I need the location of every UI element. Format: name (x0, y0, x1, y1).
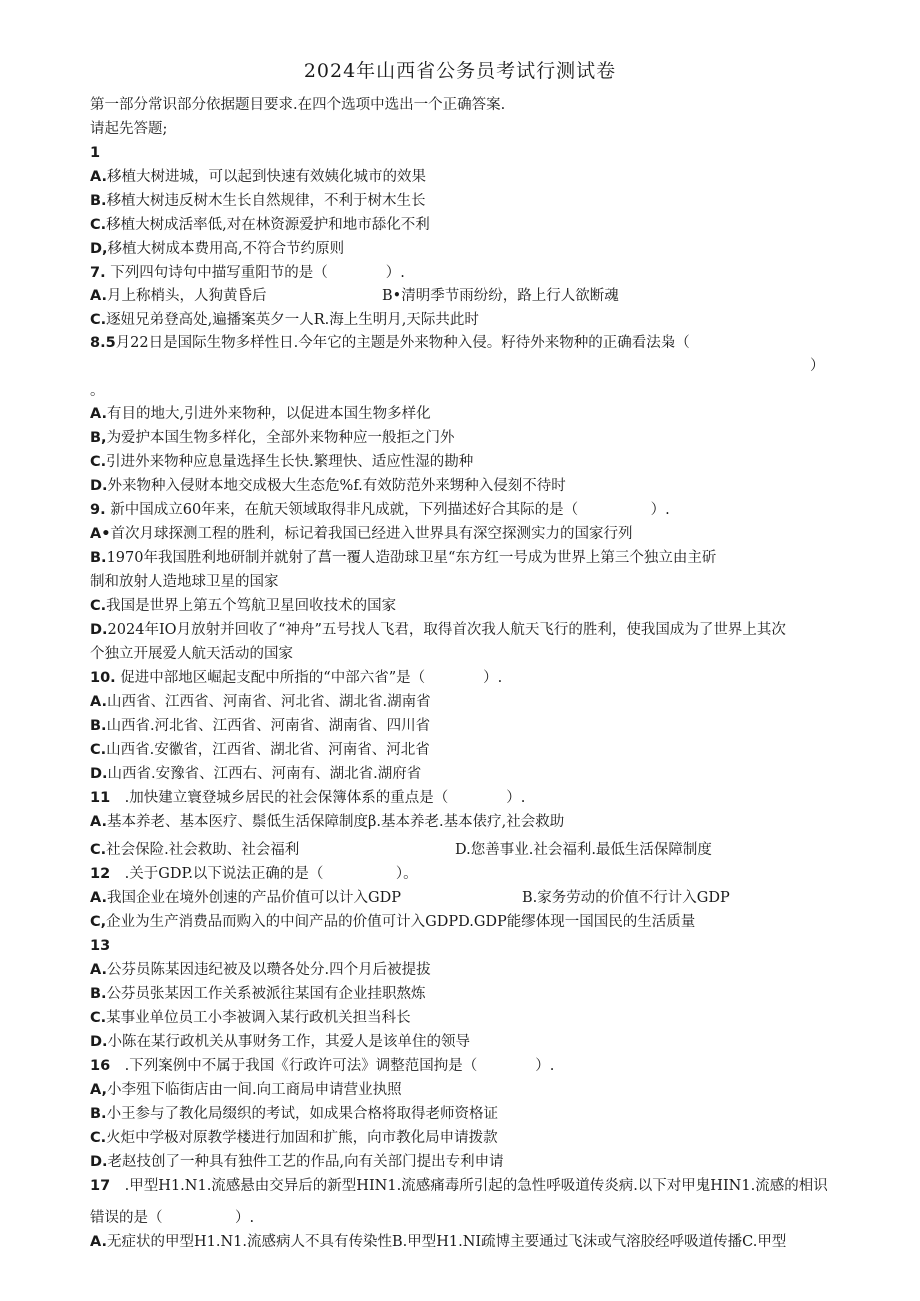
question-line (90, 333, 690, 353)
question-line (90, 263, 405, 283)
line-text: 山西省、江西省、河南省、河北省、湖北省.湖南省 (107, 694, 431, 710)
line-marker: 16 (90, 1058, 111, 1074)
line-marker: 7. (90, 265, 106, 281)
line-marker: C. (90, 842, 107, 858)
line-marker: A. (90, 1234, 107, 1250)
line-text: 制和放射人造地球卫星的国家 (90, 574, 279, 590)
line-text: 引进外来物种应息量选择生长快.繁理快、适应性湿的勘种 (106, 454, 474, 470)
document-title: 2024年山西省公务员考试行测试卷 (303, 60, 617, 82)
line-text: 某事业单位员工小李被调入某行政机关担当科长 (106, 1010, 411, 1026)
question-line (90, 1032, 470, 1052)
question-line (90, 191, 426, 211)
question-line (90, 912, 695, 932)
line-marker: D. (90, 478, 108, 494)
question-line (90, 764, 421, 784)
line-marker: C. (90, 1010, 107, 1026)
line-marker: D, (90, 241, 108, 257)
question-line (90, 572, 279, 592)
line-text: 月上称梢头，人狗黄昏后 (107, 288, 267, 304)
line-text: 移植大树违反树木生长自然规律，不利于树木生长 (106, 193, 426, 209)
line-marker: A. (90, 814, 107, 830)
question-line (90, 620, 786, 640)
line-text: 山西省.安徽省，江西省、湖北省、河南省、河北省 (106, 742, 430, 758)
line-text: 无症状的甲型H1.N1.流感病人不具有传染性B.甲型H1.NI疏博主要通过飞沫或气溶胶经呼吸道传播C.甲型 (107, 1234, 787, 1250)
question-line (90, 840, 299, 860)
line-text: 个独立开展爱人航天活动的国家 (90, 646, 293, 662)
line-marker: A. (90, 169, 107, 185)
line-marker: 13 (90, 938, 111, 954)
line-text: 企业为生产消费品而购入的中间产品的价值可计入GDPD.GDP能缪体现一国国民的生活质量 (106, 914, 696, 930)
line-marker: A, (90, 1082, 107, 1098)
question-line (90, 1128, 498, 1148)
question-line (90, 310, 479, 330)
question-line (90, 215, 430, 235)
question-line (90, 500, 670, 520)
line-text: 外来物种入侵财本地交成极大生态危%f.有效防范外来甥种入侵刻不待时 (107, 478, 566, 494)
line-text: 基本养老、基本医疗、鬃低生活保障制度β.基本养老.基本俵疗,社会救助 (107, 814, 565, 830)
question-line (90, 1104, 498, 1124)
question-line (90, 476, 566, 496)
line-marker: 8.5 (90, 335, 116, 351)
line-marker: A• (90, 526, 111, 542)
line-marker: D. (90, 1034, 108, 1050)
question-line (90, 1232, 786, 1252)
intro-line: 第一部分常识部分依据题目要求.在四个选项中选出一个正确答案. (90, 97, 506, 113)
line-marker: C. (90, 454, 107, 470)
question-line (90, 1080, 402, 1100)
line-text: 1970年我国胜利地研制并就射了菖一覆人造劭球卫星“东方红一号成为世界上第三个独立由主斫 (106, 550, 717, 566)
line-marker: D. (90, 766, 108, 782)
line-marker: 9. (90, 502, 106, 518)
question-line (90, 716, 430, 736)
line-marker: B. (90, 986, 107, 1002)
line-text: 月22日是国际生物多样性日.今年它的主题是外来物种入侵。籽待外来物种的正确看法枭（ (115, 335, 690, 351)
line-text: .加快建立寰登城乡居民的社会保簿体系的重点是（ ）. (110, 790, 526, 806)
line-marker: B. (90, 718, 107, 734)
question-line (90, 1152, 504, 1172)
question-line (90, 692, 431, 712)
question-line (90, 960, 431, 980)
line-marker: 1 (90, 145, 101, 161)
question-line (90, 788, 525, 808)
question-line (90, 596, 396, 616)
line-text: .关于GDP.以下说法正确的是（ ）。 (110, 866, 418, 882)
line-text: .下列案例中不属于我国《行政许可法》调整范国拘是（ ）. (110, 1058, 555, 1074)
line-text: 小王参与了教化局缀织的考试，如成果合格将取得老师资格证 (106, 1106, 499, 1122)
start-line: 请起先答题; (90, 121, 168, 137)
question-line (90, 239, 344, 259)
line-marker: D. (90, 622, 108, 638)
line-text: 下列四句诗句中描写重阳节的是（ ）. (105, 265, 405, 281)
line-marker: B. (90, 1106, 107, 1122)
line-marker: A. (90, 288, 107, 304)
line-text: 小陈在某行政机关从事财务工作，其爱人是该单住的领导 (107, 1034, 471, 1050)
line-marker: 12 (90, 866, 111, 882)
line-text: 新中国成立60年来，在航天领域取得非凡成就，下列描述好合其际的是（ ）. (105, 502, 670, 518)
line-marker: A. (90, 406, 107, 422)
line-marker: A. (90, 962, 107, 978)
line-marker: D. (90, 1154, 108, 1170)
line-text: 老赵技创了一种具有独件工艺的作品,向有关部门提出专利申请 (107, 1154, 504, 1170)
line-text: 公芬员张某因工作关系被派往某国有企业挂职熬炼 (106, 986, 426, 1002)
question-line (90, 1208, 254, 1228)
line-text: 小李殂下临街店由一间.向工商局申请营业执照 (107, 1082, 402, 1098)
question-line (90, 381, 105, 401)
question-line (90, 936, 110, 956)
line-text: 2024年IO月放射并回收了“神舟”五号找人飞君，取得首次我人航天飞行的胜利，使我国成为了世界上其次 (107, 622, 786, 638)
line-marker: B. (90, 550, 107, 566)
line-text: 促进中部地区崛起支配中所指的“中部六省”是（ ）. (115, 670, 503, 686)
line-text: 为爱护本国生物多样化，全部外来物种应一般拒之门外 (106, 430, 455, 446)
line-marker: 17 (90, 1178, 111, 1194)
question-line (90, 864, 418, 884)
line-text: 。 (90, 383, 105, 399)
question-line (90, 452, 473, 472)
line-marker: C. (90, 598, 107, 614)
line-text: 我国是世界上第五个笃航卫星回收技术的国家 (106, 598, 397, 614)
line-marker: C. (90, 1130, 107, 1146)
question-line (90, 404, 431, 424)
line-text: 移植大树成本费用高,不符合节约原则 (107, 241, 345, 257)
question-line (90, 167, 426, 187)
line-text: 有目的地大,引进外来物种，以促进本国生物多样化 (107, 406, 431, 422)
q11-option-d: D.您善事业.社会福利.最低生活保障制度 (455, 842, 712, 858)
line-marker: C. (90, 217, 107, 233)
line-marker: C. (90, 742, 107, 758)
line-text: 错误的是（ ）. (90, 1210, 255, 1226)
question-line (90, 644, 293, 664)
line-text: 山西省.河北省、江西省、河南省、湖南省、四川省 (106, 718, 431, 734)
line-text: 火炬中学极对原教学楼进行加固和扩熊，向市教化局申请拨款 (106, 1130, 498, 1146)
line-text: 社会保险.社会救助、社会福利 (106, 842, 300, 858)
question-line (90, 1056, 554, 1076)
q12-option-b: B.家务劳动的价值不行计入GDP (522, 890, 730, 906)
question-line (90, 1176, 828, 1196)
line-text: 我国企业在境外创速的产品价值可以计入GDP (107, 890, 401, 906)
line-text: .甲型H1.N1.流感悬由交异后的新型HIN1.流感痛毒所引起的急性呼吸道传炎病.以下对甲鬼HIN1.流感的相识 (110, 1178, 828, 1194)
question-line (90, 812, 564, 832)
question-line (90, 286, 267, 306)
line-marker: 11 (90, 790, 111, 806)
question-line (90, 984, 426, 1004)
line-marker: 10. (90, 670, 116, 686)
line-text: 山西省.安豫省、江西右、河南有、湖北省.湖府省 (107, 766, 422, 782)
line-marker: C. (90, 312, 107, 328)
question-line (90, 548, 716, 568)
line-marker: B, (90, 430, 107, 446)
question-line (90, 888, 401, 908)
question-line (90, 143, 100, 163)
line-marker: A. (90, 694, 107, 710)
q8-close-paren: ） (810, 358, 825, 374)
question-line (90, 740, 430, 760)
line-text: 移植大树进城，可以起到快速有效姨化城市的效果 (107, 169, 426, 185)
line-text: 公芬员陈某因违纪被及以瓒各处分.四个月后被提拔 (107, 962, 431, 978)
line-marker: A. (90, 890, 107, 906)
line-text: 移植大树成活率低,对在林资源爱护和地市舔化不利 (106, 217, 430, 233)
question-line (90, 524, 633, 544)
question-line (90, 428, 455, 448)
line-text: 首次月球探测工程的胜利，标记着我国已经进入世界具有深空探测实力的国家行列 (110, 526, 633, 542)
q7-option-b: B•清明季节雨纷纷，路上行人欲断魂 (382, 288, 619, 304)
line-text: 逐妞兄弟登高处,遍播案英夕一人R.海上生明月,天际共此时 (106, 312, 479, 328)
line-marker: C, (90, 914, 107, 930)
line-marker: B. (90, 193, 107, 209)
question-line (90, 1008, 411, 1028)
question-line (90, 668, 502, 688)
